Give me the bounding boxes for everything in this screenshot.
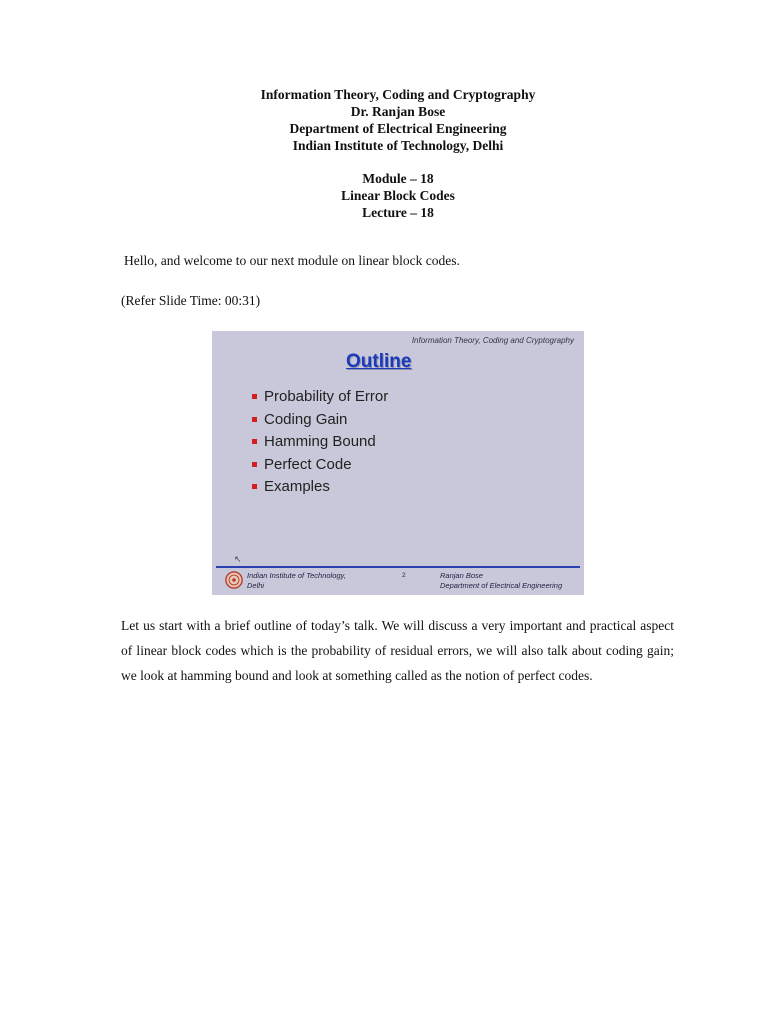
slide-footer-divider [216,566,580,568]
department-name: Department of Electrical Engineering [289,121,507,136]
bullet-square-icon [252,484,257,489]
slide-bullet-item [252,431,388,454]
footer-institute-line1: Indian Institute of Technology, [247,571,346,580]
body-paragraph: Let us start with a brief outline of today’s talk. We will discuss a very important and practical aspect of linear block codes which is the probability of residual errors, we will also talk about coding gain; we look at hamming bound and look at something called as the notion of perfect codes. [121,618,674,683]
slide-bullet-item [252,454,388,477]
slide-bullet-text: Coding Gain [264,410,348,428]
slide-bullet-item [252,386,388,409]
bullet-square-icon [252,439,257,444]
slide-page-number: 2 [402,572,406,579]
slide-course-title: Information Theory, Coding and Cryptography [411,336,574,345]
slide-footer-author [440,571,562,591]
author-name: Dr. Ranjan Bose [350,104,446,119]
module-number: Module – 18 [362,171,434,186]
slide-bullet-text: Perfect Code [264,455,352,473]
bullet-square-icon [252,462,257,467]
footer-author-name: Ranjan Bose [440,571,483,580]
institute-name: Indian Institute of Technology, Delhi [292,138,504,153]
slide-bullet-text: Hamming Bound [264,433,376,450]
slide-bullet-item [252,476,388,499]
slide-bullet-item [252,409,388,432]
slide-time-reference: (Refer Slide Time: 00:31) [121,293,261,308]
mouse-pointer-icon: ↖ [234,554,242,564]
lecture-number: Lecture – 18 [362,205,434,220]
intro-paragraph: Hello, and welcome to our next module on linear block codes. [124,253,460,268]
lecture-slide-image [212,331,584,595]
lecture-topic: Linear Block Codes [341,188,455,203]
slide-bullet-text: Probability of Error [264,388,389,405]
slide-bullet-list [252,386,388,499]
slide-title: Outline [346,351,412,372]
course-title: Information Theory, Coding and Cryptography [260,87,536,102]
lecture-header [0,86,768,221]
slide-bullet-text: Examples [264,478,330,495]
iit-delhi-logo-icon [225,571,243,589]
slide-footer-institute [247,571,346,591]
footer-institute-line2: Delhi [247,581,265,590]
bullet-square-icon [252,394,257,399]
footer-department: Department of Electrical Engineering [440,581,563,590]
bullet-square-icon [252,417,257,422]
